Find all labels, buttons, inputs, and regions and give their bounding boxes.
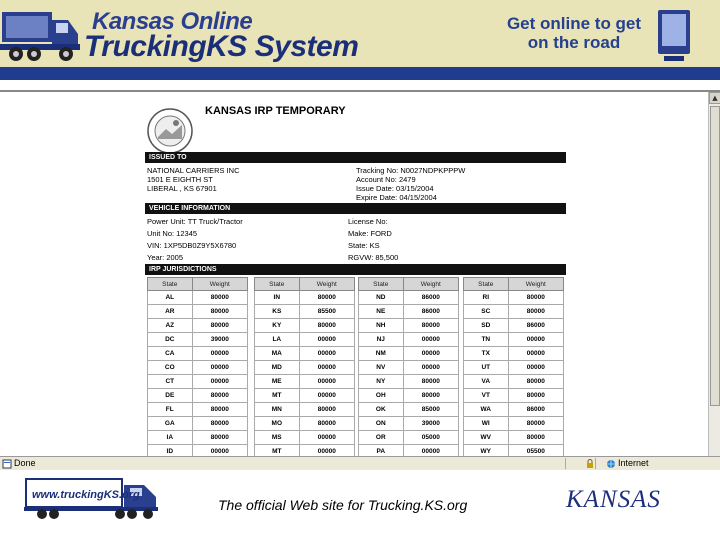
state-cell: KS: [255, 305, 300, 319]
tracking-number: Tracking No: N0027NDPKPPPW: [356, 166, 466, 175]
weight-cell: 39000: [403, 417, 458, 431]
state-cell: WA: [464, 403, 509, 417]
weight-cell: 80000: [299, 319, 354, 333]
state-cell: NY: [359, 375, 404, 389]
scroll-thumb[interactable]: [710, 106, 720, 406]
globe-icon: [606, 459, 616, 469]
state-cell: TN: [464, 333, 509, 347]
state-cell: AL: [148, 291, 193, 305]
lock-icon: [585, 459, 595, 469]
weight-cell: 80000: [508, 305, 563, 319]
table-row: [464, 431, 564, 445]
state-cell: SD: [464, 319, 509, 333]
table-row: [148, 305, 248, 319]
weight-cell: 00000: [299, 333, 354, 347]
state-header: State: [148, 278, 193, 291]
weight-cell: 00000: [299, 375, 354, 389]
weight-cell: 00000: [299, 361, 354, 375]
weight-cell: 80000: [192, 319, 247, 333]
weight-cell: 00000: [192, 347, 247, 361]
table-header-row: [255, 278, 355, 291]
state-cell: ON: [359, 417, 404, 431]
weight-cell: 39000: [192, 333, 247, 347]
state-cell: RI: [464, 291, 509, 305]
rgvw: RGVW: 85,500: [348, 253, 399, 262]
state-cell: VA: [464, 375, 509, 389]
table-row: [255, 403, 355, 417]
state-cell: AR: [148, 305, 193, 319]
table-row: [359, 333, 459, 347]
state-cell: ND: [359, 291, 404, 305]
carrier-name: NATIONAL CARRIERS INC: [147, 166, 240, 175]
table-row: [148, 319, 248, 333]
tagline-line2: on the road: [527, 33, 621, 52]
state-cell: MT: [255, 389, 300, 403]
weight-cell: 00000: [192, 375, 247, 389]
table-row: [464, 333, 564, 347]
table-row: [359, 347, 459, 361]
status-divider: [565, 458, 566, 469]
weight-cell: 80000: [192, 403, 247, 417]
weight-cell: 80000: [192, 431, 247, 445]
weight-cell: 00000: [299, 347, 354, 361]
state-cell: KY: [255, 319, 300, 333]
table-row: [148, 361, 248, 375]
table-row: [255, 347, 355, 361]
state-cell: MN: [255, 403, 300, 417]
weight-cell: 80000: [192, 389, 247, 403]
document-title: KANSAS IRP TEMPORARY: [205, 105, 346, 117]
section-vehicle-info: VEHICLE INFORMATION: [145, 203, 566, 214]
weight-cell: 80000: [508, 431, 563, 445]
vehicle-year: Year: 2005: [147, 253, 184, 262]
table-row: [359, 361, 459, 375]
weight-cell: 80000: [403, 389, 458, 403]
weight-cell: 00000: [508, 347, 563, 361]
tagline-line1: Get online to get: [506, 14, 642, 33]
state-cell: MT: [255, 445, 300, 459]
scroll-up-icon[interactable]: ▲: [709, 92, 720, 104]
table-row: [464, 319, 564, 333]
table-row: [464, 417, 564, 431]
weight-cell: 00000: [508, 361, 563, 375]
state-cell: FL: [148, 403, 193, 417]
unit-number: Unit No: 12345: [147, 229, 198, 238]
weight-cell: 80000: [299, 403, 354, 417]
zone-text: Internet: [618, 458, 649, 468]
weight-header: Weight: [192, 278, 247, 291]
state-cell: OH: [359, 389, 404, 403]
state-cell: NV: [359, 361, 404, 375]
header-title-line2: TruckingKS System: [84, 30, 359, 63]
table-row: [148, 333, 248, 347]
weight-cell: 00000: [299, 431, 354, 445]
table-row: [255, 319, 355, 333]
state-cell: DE: [148, 389, 193, 403]
page-icon: [2, 459, 12, 469]
table-row: [464, 375, 564, 389]
table-row: [464, 403, 564, 417]
footer-kansas: KANSAS: [566, 486, 661, 513]
license-number: License No:: [348, 217, 388, 226]
weight-header: Weight: [508, 278, 563, 291]
weight-cell: 80000: [508, 417, 563, 431]
state-cell: CO: [148, 361, 193, 375]
weight-cell: 86000: [508, 403, 563, 417]
jurisdiction-table: [147, 277, 248, 459]
table-row: [255, 389, 355, 403]
section-jurisdictions: IRP JURISDICTIONS: [145, 264, 566, 275]
table-row: [359, 305, 459, 319]
table-row: [148, 403, 248, 417]
jurisdiction-table: [358, 277, 459, 459]
state-header: State: [255, 278, 300, 291]
state-cell: MO: [255, 417, 300, 431]
weight-cell: 00000: [299, 389, 354, 403]
state-cell: MA: [255, 347, 300, 361]
weight-cell: 80000: [192, 291, 247, 305]
jurisdiction-table: [254, 277, 355, 459]
state-cell: CT: [148, 375, 193, 389]
state-cell: ID: [148, 445, 193, 459]
vertical-scrollbar[interactable]: [708, 92, 720, 456]
table-row: [148, 417, 248, 431]
state-cell: WY: [464, 445, 509, 459]
table-row: [255, 375, 355, 389]
table-row: [359, 417, 459, 431]
weight-cell: 80000: [403, 319, 458, 333]
weight-cell: 86000: [508, 319, 563, 333]
weight-cell: 80000: [508, 375, 563, 389]
state-cell: AZ: [148, 319, 193, 333]
weight-cell: 86000: [403, 305, 458, 319]
status-text: Done: [14, 458, 36, 468]
weight-cell: 00000: [403, 445, 458, 459]
table-row: [148, 389, 248, 403]
state-cell: NM: [359, 347, 404, 361]
state-cell: MS: [255, 431, 300, 445]
state-cell: MD: [255, 361, 300, 375]
weight-cell: 80000: [508, 291, 563, 305]
table-row: [464, 305, 564, 319]
header-title-line1: Kansas Online: [92, 8, 253, 35]
state-cell: TX: [464, 347, 509, 361]
weight-header: Weight: [299, 278, 354, 291]
weight-cell: 80000: [192, 417, 247, 431]
state-cell: OK: [359, 403, 404, 417]
table-row: [255, 291, 355, 305]
table-row: [148, 431, 248, 445]
footer-caption: The official Web site for Trucking.KS.org: [218, 497, 468, 513]
weight-cell: 05500: [508, 445, 563, 459]
weight-cell: 00000: [403, 347, 458, 361]
weight-cell: 00000: [192, 445, 247, 459]
weight-cell: 05000: [403, 431, 458, 445]
vin: VIN: 1XP5DB0Z9Y5X6780: [147, 241, 237, 250]
expire-date: Expire Date: 04/15/2004: [356, 193, 437, 202]
table-row: [148, 291, 248, 305]
table-row: [359, 431, 459, 445]
weight-cell: 80000: [299, 291, 354, 305]
jurisdiction-table: [463, 277, 564, 459]
state-cell: WI: [464, 417, 509, 431]
state-cell: LA: [255, 333, 300, 347]
table-row: [464, 361, 564, 375]
footer-logo-text: www.truckingKS.org: [32, 489, 140, 501]
weight-cell: 00000: [403, 333, 458, 347]
issue-date: Issue Date: 03/15/2004: [356, 184, 434, 193]
vehicle-make: Make: FORD: [348, 229, 392, 238]
weight-cell: 85500: [299, 305, 354, 319]
computer-icon: [654, 8, 694, 64]
state-cell: WV: [464, 431, 509, 445]
state-cell: VT: [464, 389, 509, 403]
table-header-row: [359, 278, 459, 291]
state-cell: NE: [359, 305, 404, 319]
table-row: [359, 375, 459, 389]
state-cell: DC: [148, 333, 193, 347]
state-cell: CA: [148, 347, 193, 361]
table-row: [255, 333, 355, 347]
table-row: [255, 431, 355, 445]
truck-logo-icon: [0, 6, 82, 66]
browser-status-bar: [0, 456, 720, 470]
weight-cell: 00000: [508, 333, 563, 347]
state-cell: PA: [359, 445, 404, 459]
weight-cell: 80000: [299, 417, 354, 431]
table-row: [255, 305, 355, 319]
state-cell: OR: [359, 431, 404, 445]
table-row: [359, 291, 459, 305]
banner-strip: [0, 67, 720, 80]
section-issued-to: ISSUED TO: [145, 152, 566, 163]
weight-cell: 00000: [299, 445, 354, 459]
table-row: [148, 375, 248, 389]
carrier-address: 1501 E EIGHTH ST: [147, 175, 213, 184]
weight-cell: 80000: [403, 375, 458, 389]
state-cell: IN: [255, 291, 300, 305]
weight-cell: 00000: [403, 361, 458, 375]
weight-cell: 85000: [403, 403, 458, 417]
table-row: [255, 417, 355, 431]
weight-header: Weight: [403, 278, 458, 291]
table-row: [464, 389, 564, 403]
table-row: [359, 403, 459, 417]
state-seal-icon: [146, 107, 194, 155]
table-header-row: [148, 278, 248, 291]
table-row: [359, 319, 459, 333]
state-cell: GA: [148, 417, 193, 431]
state-cell: SC: [464, 305, 509, 319]
table-row: [148, 347, 248, 361]
state-header: State: [359, 278, 404, 291]
state-cell: UT: [464, 361, 509, 375]
state-cell: NH: [359, 319, 404, 333]
vehicle-state: State: KS: [348, 241, 380, 250]
status-divider: [595, 458, 596, 469]
state-cell: IA: [148, 431, 193, 445]
weight-cell: 00000: [192, 361, 247, 375]
state-cell: NJ: [359, 333, 404, 347]
power-unit: Power Unit: TT Truck/Tractor: [147, 217, 243, 226]
weight-cell: 80000: [192, 305, 247, 319]
weight-cell: 80000: [508, 389, 563, 403]
account-number: Account No: 2479: [356, 175, 416, 184]
state-cell: ME: [255, 375, 300, 389]
weight-cell: 86000: [403, 291, 458, 305]
footer-truck-logo: [24, 475, 174, 521]
header-tagline: [494, 14, 654, 52]
table-row: [255, 361, 355, 375]
table-row: [464, 347, 564, 361]
carrier-city: LIBERAL , KS 67901: [147, 184, 217, 193]
table-header-row: [464, 278, 564, 291]
table-row: [359, 389, 459, 403]
table-row: [464, 291, 564, 305]
state-header: State: [464, 278, 509, 291]
